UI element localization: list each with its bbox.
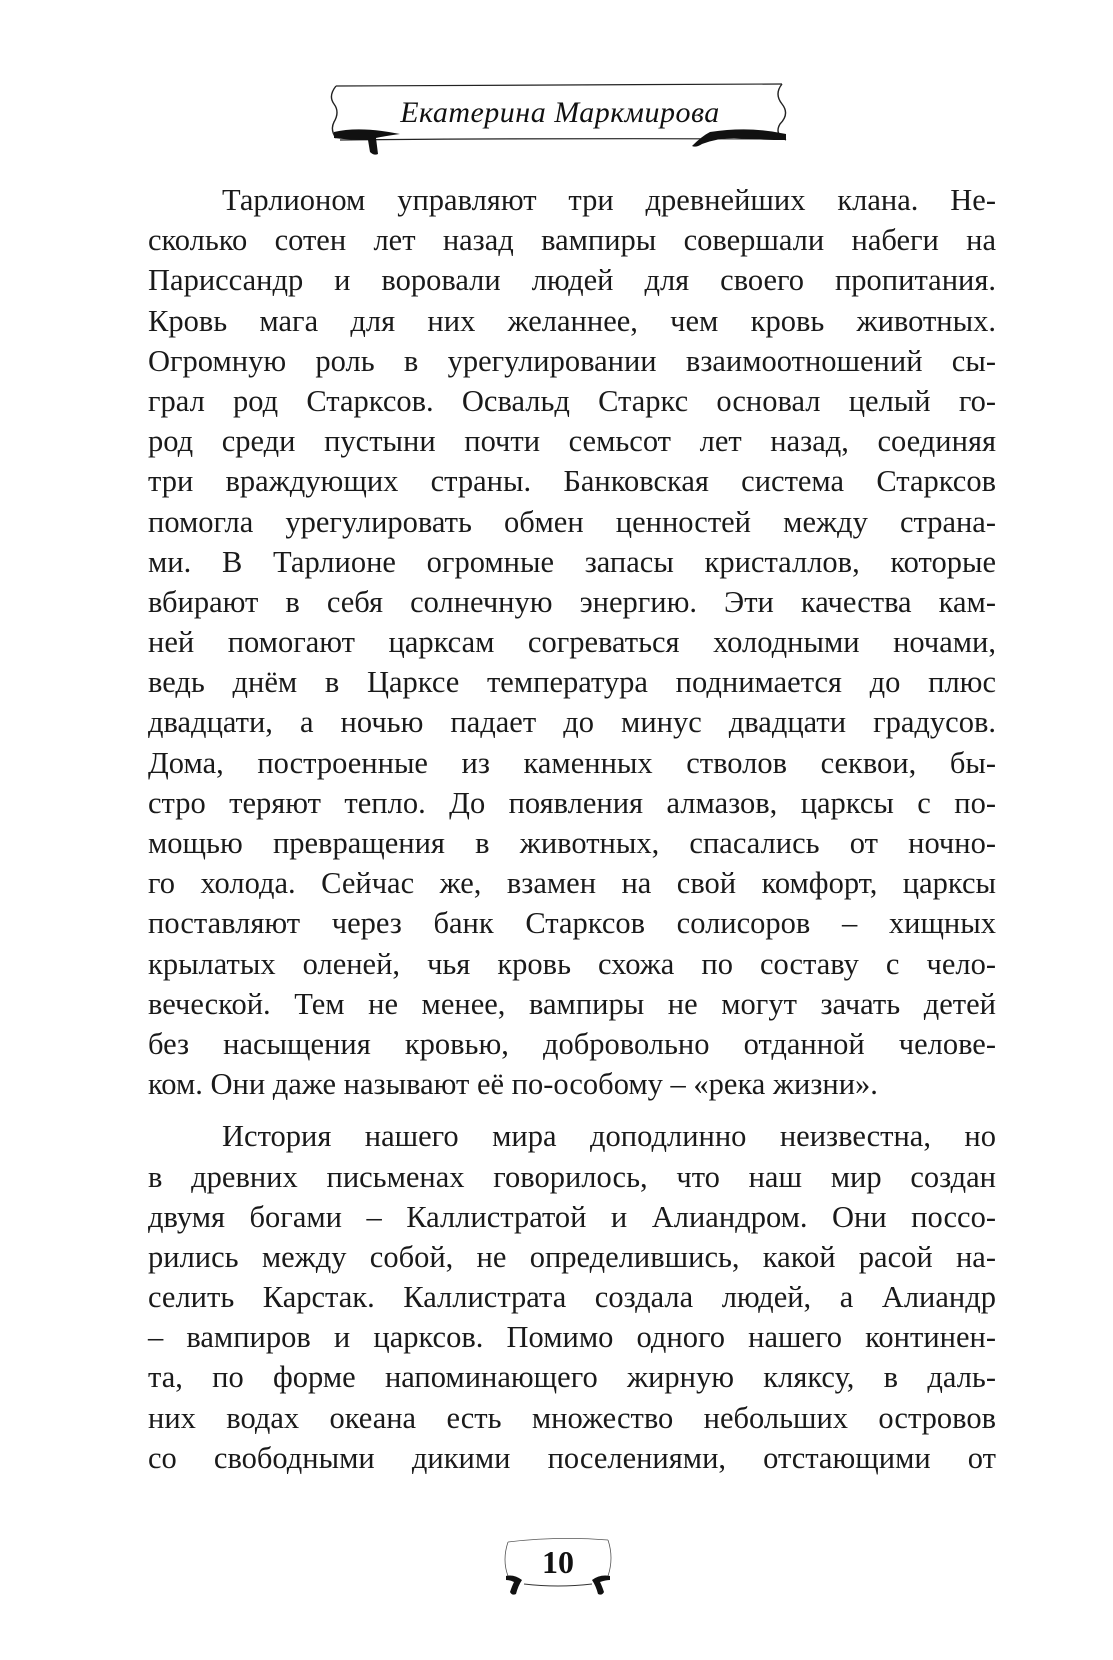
page-number-ornament [498, 1530, 618, 1610]
text-line: Тарлионом управляют три древнейших клана. Не- [222, 183, 996, 217]
text-line: селить Карстак. Каллистрата создала людей, а Алиандр [148, 1280, 996, 1315]
text-line: поставляют через банк Старксов солисоров – хищных [148, 906, 996, 941]
text-line: двадцати, а ночью падает до минус двадцати градусов. [148, 705, 996, 740]
text-line: ми. В Тарлионе огромные запасы кристаллов, которые [148, 544, 996, 579]
text-line: го холода. Сейчас же, взамен на свой комфорт, царксы [148, 866, 996, 901]
paragraph-2 [148, 1116, 996, 1478]
text-line: крылатых оленей, чья кровь схожа по составу с чело- [148, 946, 996, 981]
text-line: ведь днём в Царксе температура поднимается до плюс [148, 665, 996, 700]
text-line: без насыщения кровью, добровольно отданной челове- [148, 1026, 996, 1061]
text-line: двумя богами – Каллистратой и Алиандром. Они поссо- [148, 1199, 996, 1234]
text-line: веческой. Тем не менее, вампиры не могут зачать детей [148, 986, 996, 1021]
main-text [148, 180, 996, 1478]
page-number: 10 [542, 1544, 574, 1580]
paragraph-1 [148, 180, 996, 1104]
text-line: ком. Они даже называют её по-особому – «река жизни». [148, 1067, 878, 1102]
text-line: вбирают в себя солнечную энергию. Эти качества кам- [148, 584, 996, 619]
text-line: них водах океана есть множество небольших островов [148, 1400, 996, 1435]
text-line: сколько сотен лет назад вампиры совершали набеги на [148, 223, 996, 258]
text-line: Дома, построенные из каменных стволов секвои, бы- [148, 745, 996, 780]
text-line: со свободными дикими поселениями, отстающими от [148, 1440, 996, 1475]
author-name: Екатерина Маркмирова [400, 96, 720, 129]
running-header [330, 82, 790, 162]
text-line: Кровь мага для них желаннее, чем кровь животных. [148, 303, 996, 338]
text-line: помогла урегулировать обмен ценностей между страна- [148, 504, 996, 539]
text-line: род среди пустыни почти семьсот лет назад, соединяя [148, 424, 996, 459]
text-line: в древних письменах говорилось, что наш мир создан [148, 1159, 996, 1194]
text-line: История нашего мира доподлинно неизвестна, но [222, 1119, 996, 1154]
text-line: три враждующих страны. Банковская система Старксов [148, 464, 996, 499]
text-line: Огромную роль в урегулировании взаимоотношений сы- [148, 343, 996, 378]
text-line: грал род Старксов. Освальд Старкс основал целый го- [148, 383, 996, 418]
text-line: рились между собой, не определившись, какой расой на- [148, 1239, 996, 1274]
text-line: та, по форме напоминающего жирную кляксу, в даль- [148, 1360, 996, 1395]
text-line: Париссандр и воровали людей для своего пропитания. [148, 263, 996, 298]
text-line: мощью превращения в животных, спасались от ночно- [148, 826, 996, 860]
text-line: ней помогают царксам согреваться холодными ночами, [148, 625, 996, 660]
text-line: стро теряют тепло. До появления алмазов, царксы с по- [148, 785, 996, 820]
text-line: – вампиров и царксов. Помимо одного нашего континен- [148, 1320, 996, 1355]
